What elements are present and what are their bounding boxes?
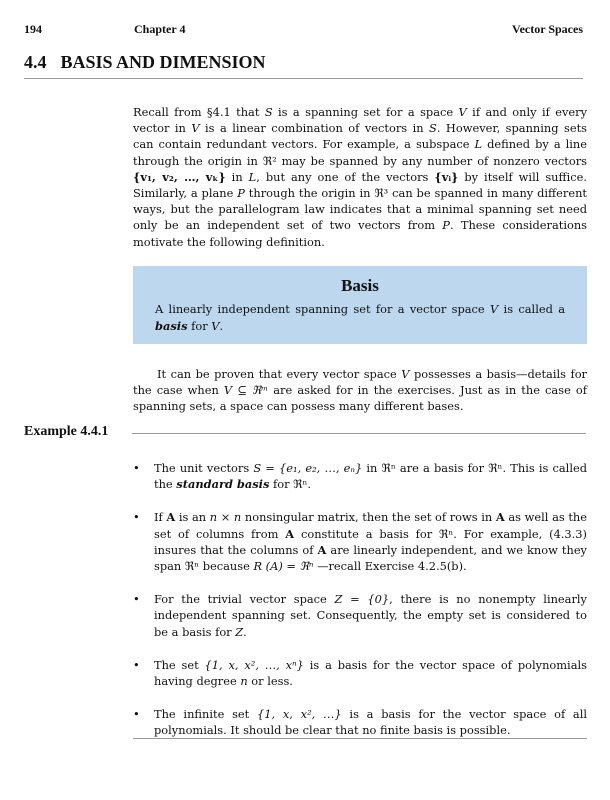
list-item: • For the trivial vector space Z = {0}, there is no nonempty linearly independent spanning set. Consequently, the empty set is considered to be a basis for Z. [133,592,587,639]
bullet-icon: • [133,657,140,672]
list-item: • The unit vectors S = {e₁, e₂, …, eₙ} in ℜⁿ are a basis for ℜⁿ. This is called the standard basis for ℜⁿ. [133,461,587,492]
running-title: Vector Spaces [512,22,583,36]
example-end-rule [133,738,587,739]
definition-text: A linearly independent spanning set for a vector space V is called a basis for V. [155,302,565,333]
basis-existence-paragraph: It can be proven that every vector space V possesses a basis—details for the case when V ⊆ ℜᵐ are asked for in the exercises. Just as in the case of spanning sets, a space can possess many different bases. [133,367,587,414]
bullet-icon: • [133,707,140,722]
example-label: Example 4.4.1 [24,424,116,440]
list-item: • The infinite set {1, x, x², …} is a basis for the vector space of all polynomials. It should be clear that no finite basis is possible. [133,707,587,738]
page-header [24,22,583,38]
page-number: 194 [24,22,42,36]
example-heading [24,424,586,442]
list-item: • If A is an n × n nonsingular matrix, then the set of rows in A as well as the set of columns from A constitute a basis for ℜⁿ. For example, (4.3.3) insures that the columns of A are linearly independent, and we know they span ℜⁿ because R (A) = ℜⁿ —recall Exercise 4.2.5(b). [133,510,588,574]
section-number: 4.4 [24,52,47,72]
definition-title: Basis [341,276,379,295]
example-list [133,460,587,756]
example-rule [132,433,586,434]
definition-term: basis [155,318,188,333]
bullet-icon: • [133,510,140,525]
list-item: • The set {1, x, x², …, xⁿ} is a basis for the vector space of polynomials having degree n or less. [133,657,587,689]
chapter-label: Chapter 4 [134,22,186,36]
intro-paragraph: Recall from §4.1 that S is a spanning set for a space V if and only if every vector in V is a linear combination of vectors in S. However, spanning sets can contain redundant vectors. For example, a subspace L defined by a line through the origin in ℜ² may be spanned by any number of nonzero vectors {v₁, v₂, …, vₖ} in L, but any one of the vectors {vᵢ} by itself will suffice. Similarly, a plane P through the origin in ℜ³ can be spanned in many different ways, but the parallelogram law indicates that a minimal spanning set need only be an independent set of two vectors from P. These considerations motivate the following definition. [133,105,588,249]
section-heading [24,52,583,79]
definition-box [133,266,587,344]
section-title: BASIS AND DIMENSION [60,52,266,72]
bullet-icon: • [133,461,140,475]
bullet-icon: • [133,592,140,607]
